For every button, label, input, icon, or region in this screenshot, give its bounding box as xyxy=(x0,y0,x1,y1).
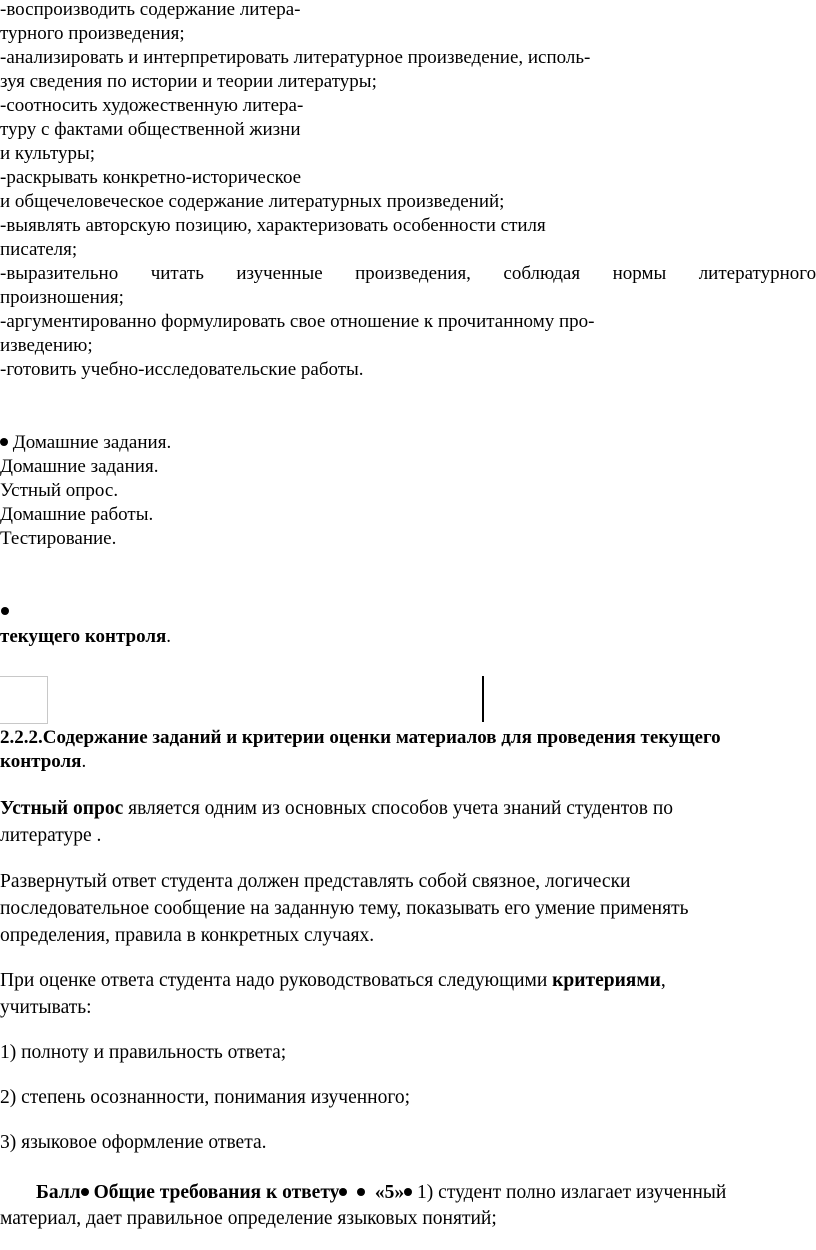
bullet-icon xyxy=(339,1188,347,1196)
word: -выразительно xyxy=(0,263,119,284)
empty-table-cell xyxy=(0,676,48,724)
word: читать xyxy=(150,263,204,284)
competency-line: и общечеловеческое содержание литературных произведений; xyxy=(0,191,505,212)
criteria-item: 2) степень осознанности, понимания изученного; xyxy=(0,1087,411,1108)
competency-line: и культуры; xyxy=(0,143,96,164)
bullet-icon xyxy=(81,1188,89,1196)
competency-line: -готовить учебно-исследовательские работы. xyxy=(0,359,364,380)
current-control-label: текущего контроля. xyxy=(0,626,172,647)
bullet-item: Домашние задания. xyxy=(0,431,171,455)
competency-line: турного произведения; xyxy=(0,23,185,44)
answer-paragraph-line: определения, правила в конкретных случаях. xyxy=(0,925,375,946)
competency-line: -анализировать и интерпретировать литературное произведение, исполь- xyxy=(0,47,591,68)
competency-justified-line xyxy=(0,262,816,286)
criteria-item: 3) языковое оформление ответа. xyxy=(0,1132,267,1153)
word: соблюдая xyxy=(503,263,581,284)
bullet-icon xyxy=(1,604,9,622)
word: нормы xyxy=(612,263,667,284)
answer-paragraph-line: Развернутый ответ студента должен представлять собой связное, логически xyxy=(0,871,631,892)
competency-line: туру с фактами общественной жизни xyxy=(0,119,301,140)
bullet-icon xyxy=(0,438,8,446)
competency-line: писателя; xyxy=(0,239,78,260)
competency-line: зуя сведения по истории и теории литературы; xyxy=(0,71,377,92)
word: произведения, xyxy=(355,263,471,284)
competency-line: -воспроизводить содержание литера- xyxy=(0,0,301,20)
word: изученные xyxy=(236,263,323,284)
oral-paragraph: Устный опрос является одним из основных способов учета знаний студентов по xyxy=(0,798,674,819)
competency-line: -аргументированно формулировать свое отношение к прочитанному про- xyxy=(0,311,595,332)
competency-line: -раскрывать конкретно-историческое xyxy=(0,167,302,188)
bullet-icon xyxy=(404,1188,412,1196)
competency-line: произношения; xyxy=(0,287,124,308)
competency-line: -выявлять авторскую позицию, характеризовать особенности стиля xyxy=(0,215,546,236)
oral-paragraph-line: литературе . xyxy=(0,825,102,846)
word: литературного xyxy=(698,263,816,284)
section-heading: 2.2.2.Содержание заданий и критерии оценки материалов для проведения текущего xyxy=(0,727,721,748)
competency-line: -соотносить художественную литера- xyxy=(0,95,304,116)
answer-paragraph-line: последовательное сообщение на заданную тему, показывать его умение применять xyxy=(0,898,689,919)
criteria-paragraph-line: учитывать: xyxy=(0,997,92,1018)
grading-line2: материал, дает правильное определение языковых понятий; xyxy=(0,1208,497,1229)
control-form-item: Домашние работы. xyxy=(0,504,154,525)
criteria-paragraph: При оценке ответа студента надо руководствоваться следующими критериями, xyxy=(0,970,666,991)
control-form-item: Тестирование. xyxy=(0,528,117,549)
table-divider xyxy=(482,676,484,722)
section-heading-line2: контроля. xyxy=(0,751,87,772)
competency-line: изведению; xyxy=(0,335,93,356)
control-form-item: Домашние задания. xyxy=(0,456,159,477)
grading-line: Балл Общие требования к ответу «5» 1) студент полно излагает изученный xyxy=(36,1182,727,1203)
bullet-icon xyxy=(357,1188,365,1196)
control-form-item: Устный опрос. xyxy=(0,480,119,501)
criteria-item: 1) полноту и правильность ответа; xyxy=(0,1042,287,1063)
